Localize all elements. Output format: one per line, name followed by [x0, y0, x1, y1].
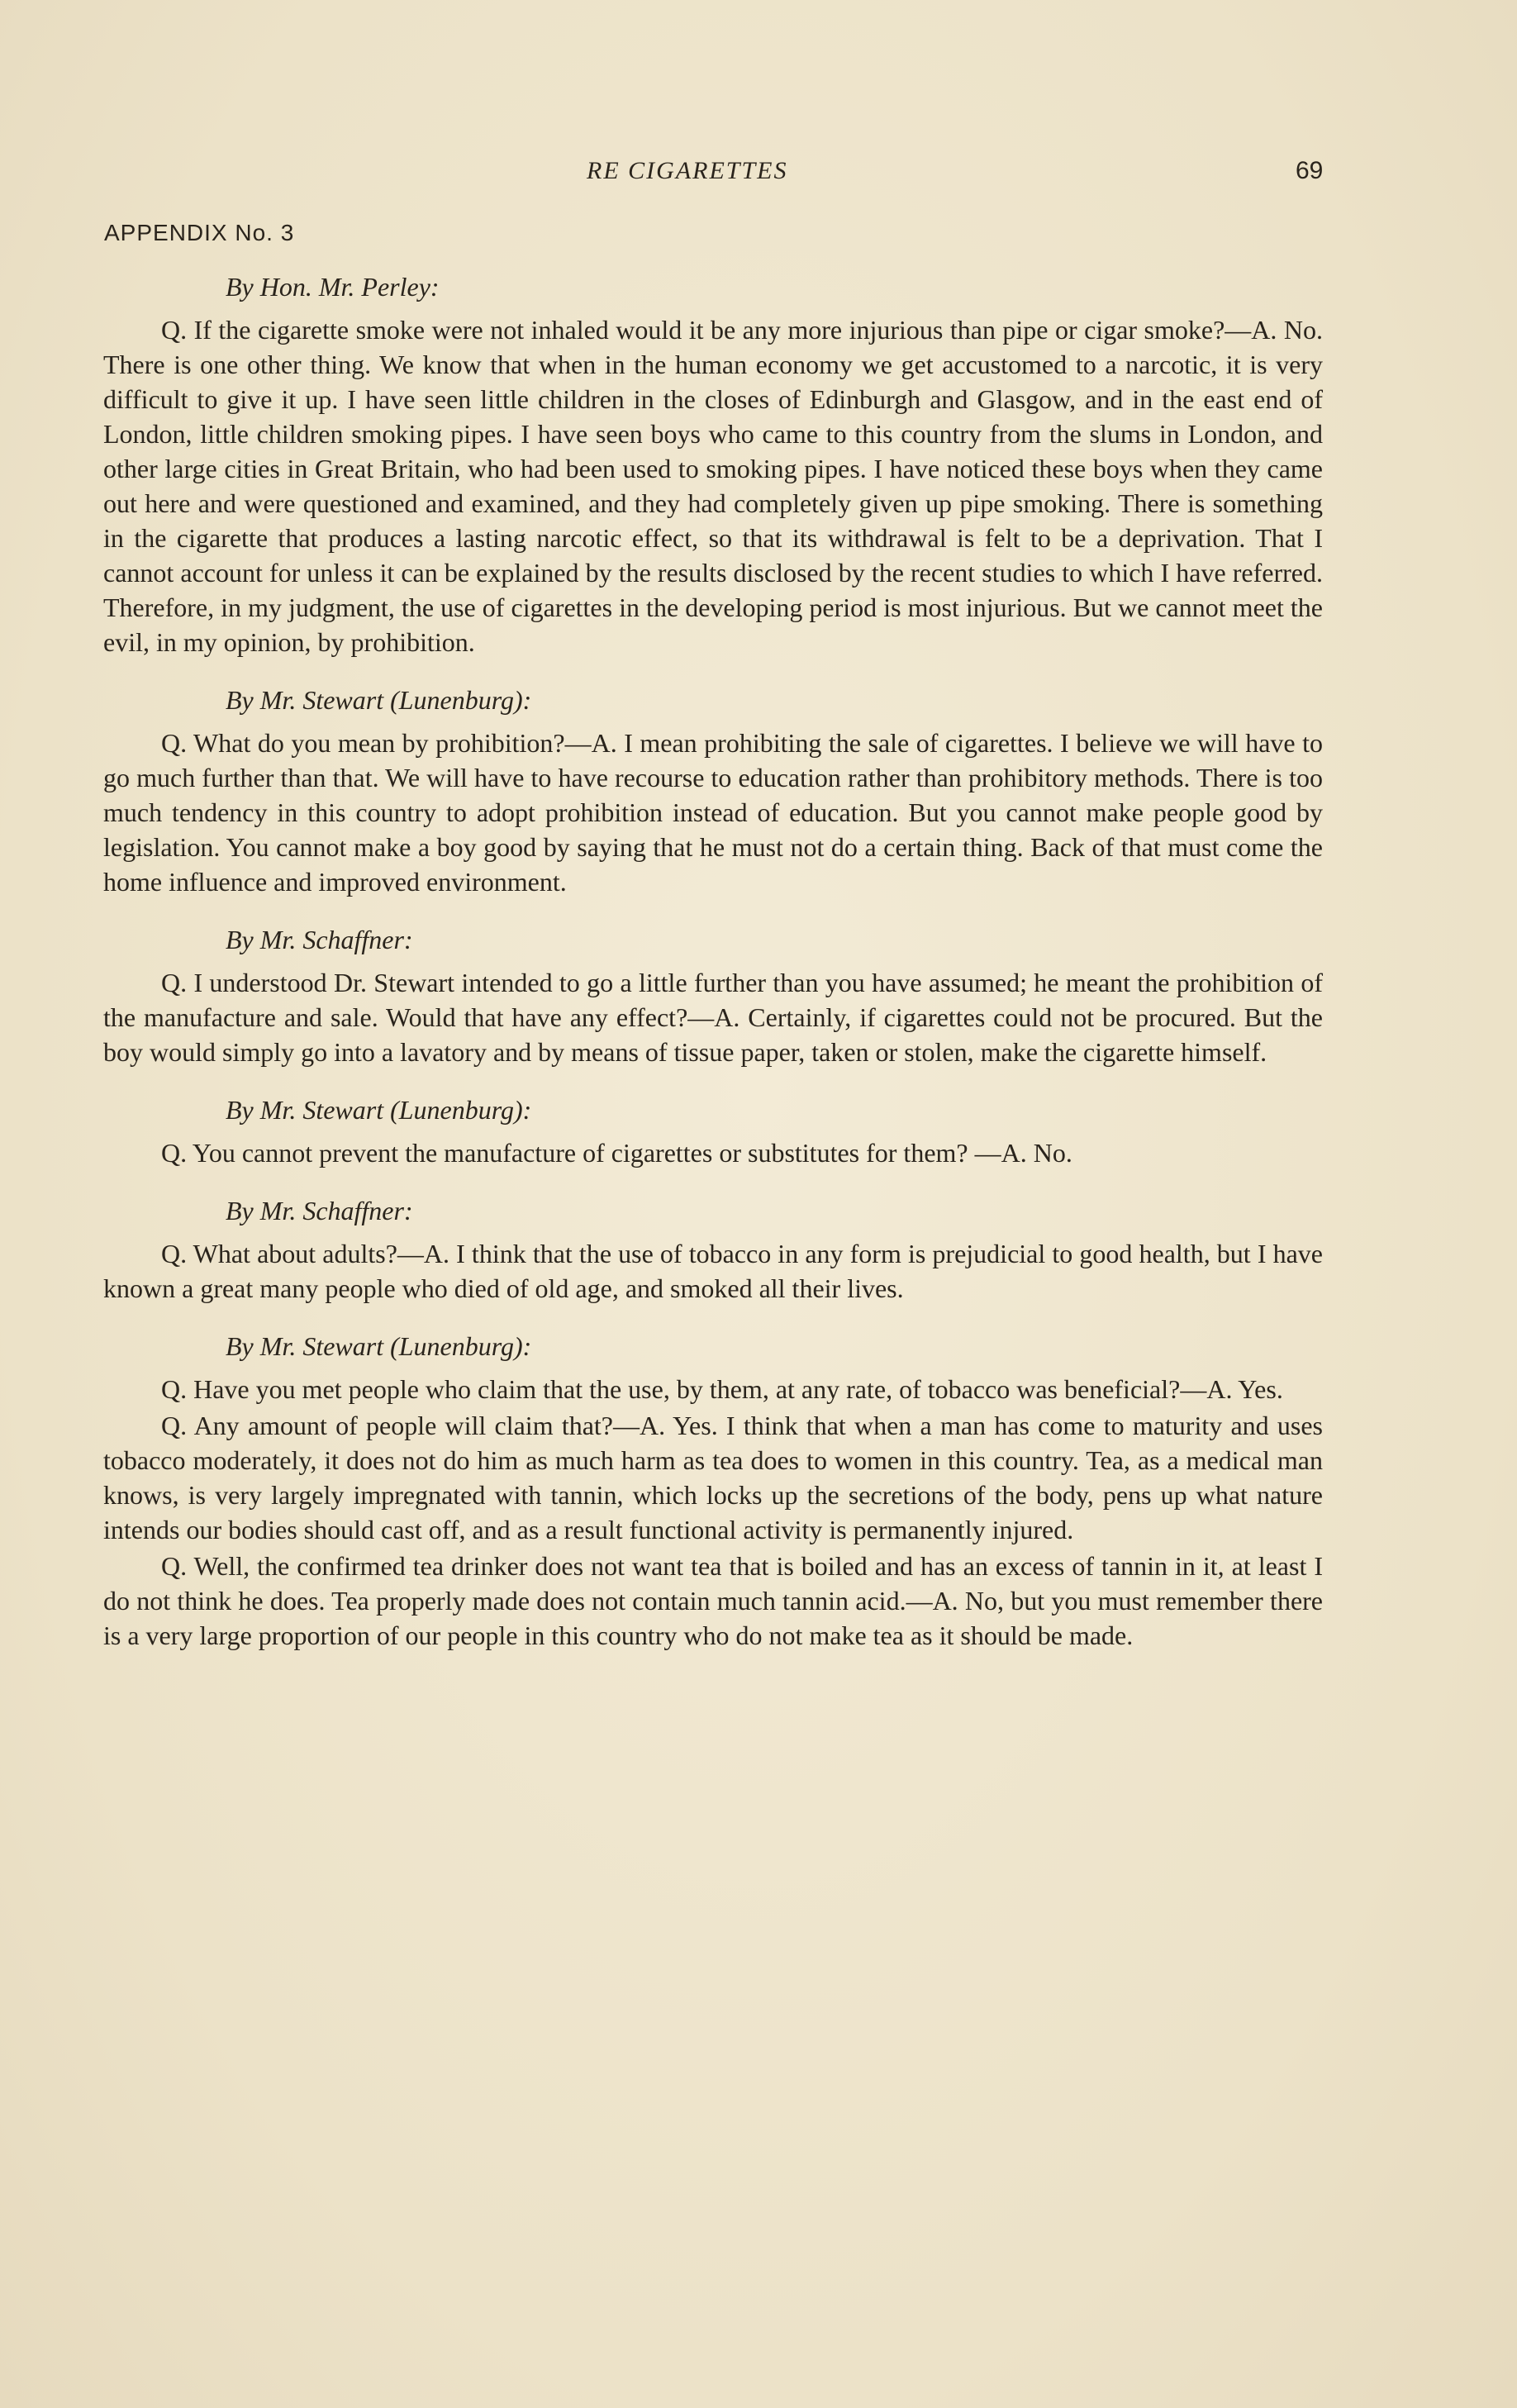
speaker-heading: By Mr. Schaffner: — [226, 1196, 413, 1225]
testimony-paragraph: Q. If the cigarette smoke were not inhaled would it be any more injurious than pipe or cigar smoke?—A. No. There is one other thing. We know that when in the human economy we get accustomed to a narcotic, it is very difficult to give it up. I have seen little children in the closes of Edinburgh and Glasgow, and in the east end of London, little children smoking pipes. I have seen boys who came to this country from the slums in London, and other large cities in Great Britain, who had been used to smoking pipes. I have noticed these boys when they came out here and were questioned and examined, and they had completely given up pipe smoking. There is something in the cigarette that produces a lasting narcotic effect, so that its withdrawal is felt to be a deprivation. That I cannot account for unless it can be explained by the results disclosed by the recent studies to which I have referred. Therefore, in my judgment, the use of cigarettes in the developing period is most injurious. But we cannot meet the evil, in my opinion, by prohibition. — [103, 315, 1323, 657]
speaker-heading: By Mr. Stewart (Lunenburg): — [226, 1331, 532, 1361]
speaker-heading: By Mr. Stewart (Lunenburg): — [226, 1095, 532, 1125]
running-title: RE CIGARETTES — [587, 157, 788, 184]
testimony-paragraph: Q. I understood Dr. Stewart intended to go a little further than you have assumed; he meant the prohibition of the manufacture and sale. Would that have any effect?—A. Certainly, if cigarettes could not be procured. But the boy would simply go into a lavatory and by means of tissue paper, taken or stolen, make the cigarette himself. — [103, 968, 1323, 1067]
testimony-paragraph: Q. You cannot prevent the manufacture of cigarettes or substitutes for them? —A. No. — [161, 1138, 1072, 1168]
speaker-heading: By Hon. Mr. Perley: — [226, 272, 440, 302]
testimony-paragraph: Q. Have you met people who claim that the use, by them, at any rate, of tobacco was beneficial?—A. Yes. — [161, 1374, 1283, 1404]
testimony-paragraph: Q. What about adults?—A. I think that the use of tobacco in any form is prejudicial to good health, but I have known a great many people who died of old age, and smoked all their lives. — [103, 1239, 1323, 1303]
testimony-paragraph: Q. Any amount of people will claim that?—A. Yes. I think that when a man has come to maturity and uses tobacco moderately, it does not do him as much harm as tea does to women in this country. Tea, as a medical man knows, is very largely impregnated with tannin, which locks up the secretions of the body, pens up what nature intends our bodies should cast off, and as a result functional activity is permanently injured. — [103, 1411, 1323, 1544]
running-head — [0, 157, 1517, 193]
body-text — [103, 269, 1323, 1654]
testimony-paragraph: Q. What do you mean by prohibition?—A. I mean prohibiting the sale of cigarettes. I believe we will have to go much further than that. We will have to have recourse to education rather than prohibitory methods. There is too much tendency in this country to adopt prohibition instead of education. But you cannot make people good by legislation. You cannot make a boy good by saying that he must not do a certain thing. Back of that must come the home influence and improved environment. — [103, 728, 1323, 897]
appendix-label: APPENDIX No. 3 — [104, 220, 295, 245]
speaker-heading: By Mr. Stewart (Lunenburg): — [226, 685, 532, 715]
testimony-paragraph: Q. Well, the confirmed tea drinker does not want tea that is boiled and has an excess of tannin in it, at least I do not think he does. Tea properly made does not contain much tannin acid.—A. No, but you must remember there is a very large proportion of our people in this country who do not make tea as it should be made. — [103, 1551, 1323, 1650]
page-number: 69 — [1296, 157, 1324, 184]
speaker-heading: By Mr. Schaffner: — [226, 925, 413, 954]
